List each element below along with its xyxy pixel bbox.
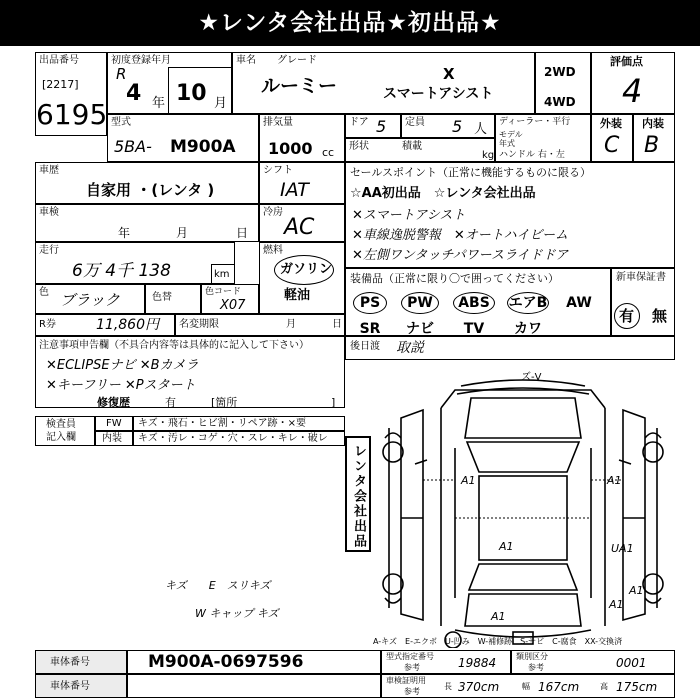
first-registration-box (107, 52, 232, 114)
lot-label: 出品番号 (39, 55, 79, 66)
car-name: ルーミー (261, 75, 338, 97)
repair-yes: 有 (165, 396, 176, 409)
equip-navi: ナビ (406, 321, 434, 337)
capacity-box (401, 114, 495, 138)
mileage-value: 6万 4千 138 (72, 261, 171, 281)
displacement-value: 1000 (268, 139, 313, 158)
interior-label-box (95, 431, 133, 446)
lot-number-box (35, 52, 107, 136)
equip-ps: PS (359, 295, 381, 311)
after-label: 後日渡 (350, 341, 380, 352)
color-change-box (145, 284, 201, 314)
repair-close: ] (331, 396, 336, 409)
damage-mark-right-door: UA1 (611, 542, 634, 555)
history-value: 自家用 ・(レンタ ) (86, 181, 215, 199)
shape-box (345, 138, 495, 162)
fw-text-box (133, 416, 345, 431)
fuel-gasoline: ガソリン (280, 262, 333, 277)
interior-text-box (133, 431, 345, 446)
inspector-box (35, 416, 95, 446)
equip-sr: SR (359, 321, 381, 337)
insp-day-unit: 日 (236, 226, 249, 240)
sales-line4: ✕左側ワンタッチパワースライドドア (352, 248, 569, 263)
capacity-unit: 人 (474, 122, 488, 137)
fuel-label: 燃料 (263, 245, 283, 256)
after-value: 取説 (396, 340, 424, 356)
dealer-label: ディーラー・平行 (499, 117, 571, 127)
damage-mark-rear-right: A1 (609, 598, 624, 611)
recycle-label: R券 (39, 319, 56, 330)
cooler-label: 冷房 (263, 207, 283, 218)
sales-line3: ✕車線逸脱警報 ✕オートハイビーム (352, 228, 569, 243)
loadcap-label: 積載 (402, 141, 422, 152)
grade-line2: スマートアシスト (383, 86, 494, 102)
inspector-label2: 記入欄 (46, 432, 76, 443)
notes-box (35, 336, 345, 408)
model-cert-ref: 参考 (404, 663, 420, 672)
model-label: 型式 (111, 117, 131, 128)
handwritten-note-2: W キャップ キズ (195, 607, 279, 620)
mileage-label: 走行 (39, 245, 59, 256)
warranty-box (611, 268, 675, 336)
model-value: M900A (170, 137, 236, 157)
height-label: 高 (600, 682, 608, 691)
doors-value: 5 (376, 117, 387, 136)
handle-label: ハンドル 右・左 (499, 150, 565, 160)
history-box (35, 162, 259, 204)
damage-mark-front-left: A1 (461, 474, 476, 487)
fw-label-box (95, 416, 133, 431)
auction-sheet (35, 52, 675, 700)
name-change-box (175, 314, 345, 336)
displacement-label: 排気量 (263, 117, 293, 128)
reg-year: 4 (126, 81, 142, 106)
notes-line1: ✕ECLIPSEナビ ✕Bカメラ (46, 358, 199, 373)
equip-airbag: エアB (508, 295, 548, 311)
nc-day-unit: 日 (332, 319, 342, 330)
banner-title: ★レンタ会社出品★初出品★ (0, 0, 700, 46)
length-value: 370cm (458, 680, 500, 694)
shift-box (259, 162, 345, 204)
score-value: 4 (622, 72, 643, 110)
vin-box-2 (127, 674, 381, 698)
width-label: 幅 (522, 682, 530, 691)
rental-stamp-text: レンタ会社出品 (351, 444, 366, 549)
class-value: 0001 (616, 656, 647, 670)
shift-label: シフト (263, 165, 293, 176)
fw-text: キズ・飛石・ヒビ割・リペア跡・×要 (138, 418, 306, 429)
exterior-label: 外装 (600, 117, 622, 130)
insp-month-unit: 月 (176, 226, 189, 240)
shift-value: IAT (280, 179, 309, 201)
diagram-top-label: ズ-V (521, 372, 542, 383)
model-cert-box (381, 650, 511, 674)
sales-point-box (345, 162, 675, 268)
interior-box (633, 114, 675, 162)
class-ref: 参考 (528, 663, 544, 672)
height-value: 175cm (616, 680, 658, 694)
grade-label: グレード (277, 55, 317, 66)
interior-check-label: 内装 (102, 433, 122, 444)
damage-legend: A-キズ E-エクボ U-凹み W-補修跡 S-サビ C-腐食 XX-交換済 (373, 637, 623, 646)
fw-label: FW (106, 418, 122, 429)
width-value: 167cm (538, 680, 580, 694)
reg-month: 10 (176, 81, 207, 106)
color-code-label: 色コード (205, 287, 242, 297)
equip-leather: カワ (514, 321, 542, 337)
cc-unit: cc (322, 146, 335, 159)
sales-line2: ✕スマートアシスト (352, 208, 466, 223)
kg-unit: kg (482, 150, 495, 161)
warranty-label: 新車保証書 (616, 272, 666, 283)
capacity-value: 5 (452, 117, 463, 136)
capacity-label: 定員 (405, 117, 425, 128)
class-label: 類別区分 (516, 652, 548, 661)
reg-box (381, 674, 675, 698)
doors-box (345, 114, 401, 138)
reg-month-unit: 月 (214, 96, 228, 111)
model-year-label2: 年式 (499, 139, 515, 148)
mileage-box (35, 242, 235, 284)
cooler-value: AC (284, 215, 315, 240)
reg-ref: 参考 (404, 687, 420, 696)
recycle-box (35, 314, 175, 336)
color-label: 色 (39, 287, 49, 298)
sales-title: セールスポイント（正常に機能するものに限る） (350, 166, 592, 179)
color-code-box (201, 284, 259, 314)
vin-value: M900A-0697596 (148, 652, 304, 672)
lot-number: 6195 (36, 98, 108, 131)
vin-label-2: 車体番号 (50, 681, 90, 692)
damage-mark-rear-corner: A1 (629, 584, 644, 597)
fuel-diesel: 軽油 (284, 288, 311, 303)
carname-label: 車名 (236, 55, 256, 66)
color-value: ブラック (60, 291, 120, 309)
cooler-box (259, 204, 345, 242)
history-label: 車歴 (39, 165, 59, 176)
color-code-value: X07 (220, 298, 246, 313)
interior-label: 内装 (642, 117, 664, 130)
exterior-grade: C (604, 133, 620, 158)
color-change-label: 色替 (152, 292, 172, 303)
car-damage-diagram (371, 368, 675, 648)
repair-place: [箇所 (211, 396, 238, 409)
handwritten-note-1: キズ E スリキズ (165, 579, 271, 592)
damage-mark-left-door: A1 (499, 540, 514, 553)
drive-4wd: 4WD (544, 95, 576, 109)
lot-sub-number: [2217] (42, 78, 79, 91)
equip-tv: TV (463, 321, 485, 337)
inspector-label1: 検査員 (46, 419, 76, 430)
car-name-box (232, 52, 535, 114)
dealer-box (495, 114, 591, 162)
displacement-box (259, 114, 345, 162)
era: R (116, 65, 127, 83)
class-box (511, 650, 675, 674)
model-prefix: 5BA- (114, 137, 152, 156)
interior-grade: B (644, 133, 660, 158)
shape-label: 形状 (349, 141, 369, 152)
after-box (345, 336, 675, 360)
insp-year-unit: 年 (118, 226, 131, 240)
km-box (211, 264, 235, 284)
vin-label-box-2 (35, 674, 127, 698)
damage-mark-front-right: A1 (607, 474, 622, 487)
equipment-title: 装備品（正常に限り〇で囲ってください） (350, 272, 559, 285)
reg-label: 車検証明用 (386, 676, 426, 685)
equip-abs: ABS (458, 295, 490, 311)
notes-title: 注意事項申告欄（不具合内容等は具体的に記入して下さい） (39, 340, 309, 351)
repair-label: 修復歴 (97, 396, 130, 409)
model-cert-value: 19884 (458, 656, 497, 670)
reg-year-unit: 年 (152, 96, 166, 111)
inspection-box (35, 204, 259, 242)
model-cert-label: 型式指定番号 (386, 652, 434, 661)
warranty-yes: 有 (619, 307, 635, 325)
name-change-label: 名変期限 (179, 319, 219, 330)
nc-month-unit: 月 (286, 319, 296, 330)
doors-label: ドア (349, 117, 369, 128)
model-box (107, 114, 259, 162)
vin-label: 車体番号 (50, 657, 90, 668)
interior-check-text: キズ・汚レ・コゲ・穴・スレ・キレ・破レ (138, 433, 328, 444)
fuel-box (259, 242, 345, 314)
sales-line1: ☆AA初出品 ☆レンタ会社出品 (350, 186, 536, 201)
inspection-label: 車検 (39, 207, 59, 218)
color-box (35, 284, 145, 314)
length-label: 長 (444, 682, 452, 691)
vin-box (127, 650, 381, 674)
damage-mark-rear-left: A1 (491, 610, 506, 623)
rental-stamp (345, 436, 371, 552)
drive-2wd: 2WD (544, 65, 576, 79)
exterior-box (591, 114, 633, 162)
notes-line2: ✕キーフリー ✕Pスタート (46, 378, 196, 393)
warranty-no: 無 (652, 307, 668, 325)
recycle-value: 11,860円 (96, 317, 159, 333)
model-year-label1: モデル (499, 130, 523, 139)
equip-pw: PW (407, 295, 433, 311)
score-label: 評価点 (610, 55, 643, 68)
equip-aw: AW (566, 295, 592, 311)
grade-line1: X (443, 65, 455, 83)
km-unit: km (214, 269, 230, 280)
vin-label-box (35, 650, 127, 674)
score-box (591, 52, 675, 114)
drive-box (535, 52, 591, 114)
first-reg-label: 初度登録年月 (111, 55, 171, 66)
